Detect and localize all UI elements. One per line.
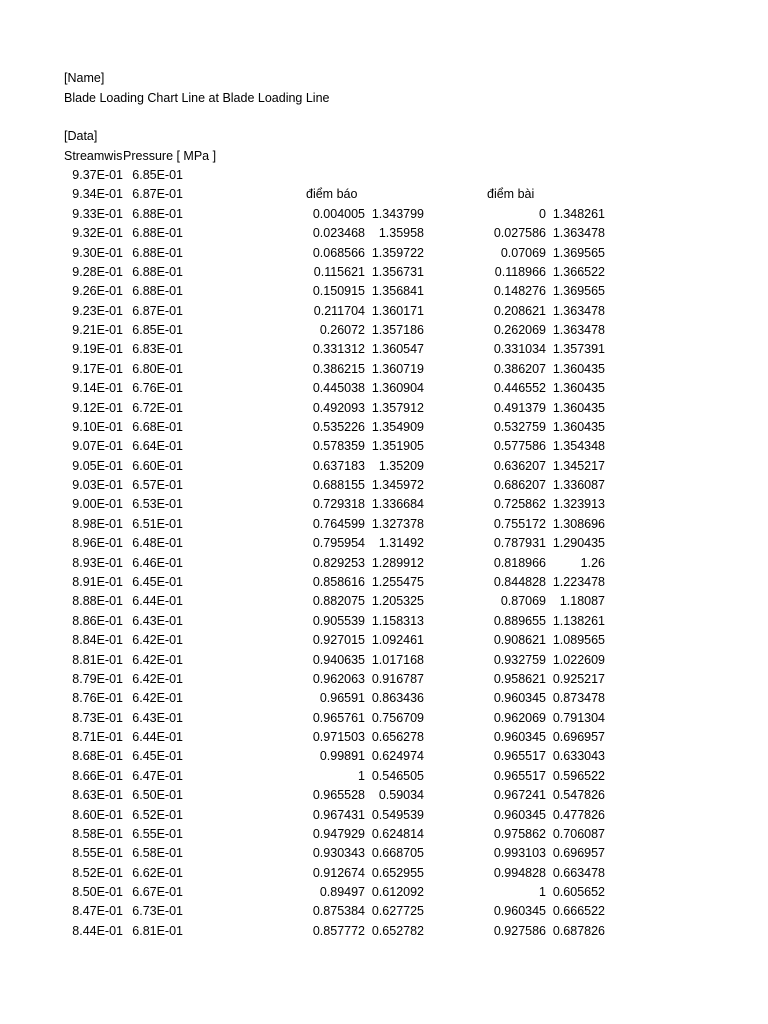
pressure-cell: 6.55E-01 — [132, 826, 183, 841]
group1-x-cell: 0.89497 — [319, 885, 365, 900]
group1-y-cell: 1.360719 — [371, 361, 424, 376]
group1-y-cell: 0.549539 — [371, 807, 424, 822]
group1-x-cell: 0.971503 — [312, 730, 365, 745]
pressure-cell: 6.73E-01 — [132, 904, 183, 919]
streamwise-cell: 8.71E-01 — [72, 730, 123, 745]
streamwise-cell: 9.07E-01 — [72, 439, 123, 454]
pressure-cell: 6.48E-01 — [132, 536, 183, 551]
pressure-cell: 6.52E-01 — [132, 807, 183, 822]
pressure-cell: 6.88E-01 — [132, 284, 183, 299]
group2-y-cell: 1.336087 — [552, 478, 605, 493]
pressure-cell: 6.67E-01 — [132, 885, 183, 900]
group2-y-cell: 1.290435 — [552, 536, 605, 551]
pressure-cell: 6.58E-01 — [132, 846, 183, 861]
group1-y-cell: 1.017168 — [371, 652, 424, 667]
group1-x-cell: 0.386215 — [312, 361, 365, 376]
pressure-cell: 6.85E-01 — [132, 168, 183, 182]
group2-y-cell: 1.022609 — [552, 652, 605, 667]
group1-y-cell: 1.092461 — [371, 633, 424, 648]
group2-y-cell: 1.26 — [580, 555, 605, 570]
streamwise-cell: 8.60E-01 — [72, 807, 123, 822]
streamwise-cell: 9.37E-01 — [72, 168, 123, 182]
group2-y-cell: 0.596522 — [552, 768, 605, 783]
group2-x-cell: 0.87069 — [500, 594, 546, 609]
streamwise-cell: 8.79E-01 — [72, 671, 123, 686]
group2-x-cell: 0.967241 — [493, 788, 546, 803]
group2-y-cell: 1.360435 — [552, 419, 605, 434]
group2-y-cell: 0.696957 — [552, 846, 605, 861]
group1-y-cell: 1.354909 — [371, 419, 424, 434]
group1-x-cell: 0.858616 — [312, 574, 365, 589]
group2-x-cell: 0.932759 — [493, 652, 546, 667]
group2-y-cell: 0.547826 — [552, 788, 605, 803]
group1-x-cell: 0.535226 — [312, 419, 365, 434]
streamwise-cell: 9.32E-01 — [72, 226, 123, 241]
group2-x-cell: 0.386207 — [493, 361, 546, 376]
streamwise-cell: 8.86E-01 — [72, 613, 123, 628]
group1-y-cell: 1.359722 — [371, 245, 424, 260]
group1-x-cell: 0.829253 — [312, 555, 365, 570]
group1-x-cell: 0.764599 — [312, 516, 365, 531]
pressure-cell: 6.50E-01 — [132, 788, 183, 803]
group2-x-cell: 0.491379 — [493, 400, 546, 415]
pressure-cell: 6.46E-01 — [132, 555, 183, 570]
group2-x-cell: 0.725862 — [493, 497, 546, 512]
pressure-cell: 6.60E-01 — [132, 458, 183, 473]
name-header: [Name] — [64, 71, 105, 85]
group2-x-cell: 0.148276 — [493, 284, 546, 299]
streamwise-cell: 9.17E-01 — [72, 361, 123, 376]
group2-x-cell: 0 — [539, 206, 546, 221]
column-b-header: Pressure [ MPa ] — [123, 149, 217, 163]
group2-x-cell: 0.965517 — [493, 768, 546, 783]
group2-y-cell: 1.357391 — [552, 342, 605, 357]
group1-y-cell: 0.612092 — [371, 885, 424, 900]
group1-x-cell: 0.729318 — [312, 497, 365, 512]
pressure-cell: 6.45E-01 — [132, 574, 183, 589]
group2-y-cell: 1.366522 — [552, 264, 605, 279]
group1-x-cell: 0.96591 — [319, 691, 365, 706]
group2-y-cell: 0.696957 — [552, 730, 605, 745]
group1-x-cell: 0.637183 — [312, 458, 365, 473]
group1-x-cell: 0.023468 — [312, 226, 365, 241]
group1-x-cell: 0.068566 — [312, 245, 365, 260]
pressure-cell: 6.76E-01 — [132, 381, 183, 396]
streamwise-cell: 8.73E-01 — [72, 710, 123, 725]
group1-y-cell: 1.289912 — [371, 555, 424, 570]
group2-x-cell: 0.027586 — [493, 226, 546, 241]
pressure-cell: 6.88E-01 — [132, 245, 183, 260]
group2-x-cell: 1 — [539, 885, 546, 900]
group1-y-cell: 1.357186 — [371, 323, 424, 338]
streamwise-cell: 9.34E-01 — [72, 187, 123, 202]
group1-x-cell: 0.150915 — [312, 284, 365, 299]
group2-x-cell: 0.446552 — [493, 381, 546, 396]
streamwise-cell: 8.98E-01 — [72, 516, 123, 531]
pressure-cell: 6.87E-01 — [132, 187, 183, 202]
pressure-cell: 6.83E-01 — [132, 342, 183, 357]
group2-x-cell: 0.960345 — [493, 691, 546, 706]
group1-y-cell: 0.624974 — [371, 749, 424, 764]
group2-y-cell: 0.633043 — [552, 749, 605, 764]
group2-y-cell: 1.323913 — [552, 497, 605, 512]
group2-x-cell: 0.908621 — [493, 633, 546, 648]
streamwise-cell: 8.68E-01 — [72, 749, 123, 764]
group1-x-cell: 0.26072 — [319, 323, 365, 338]
pressure-cell: 6.43E-01 — [132, 613, 183, 628]
group1-y-cell: 1.360171 — [371, 303, 424, 318]
group1-x-cell: 0.492093 — [312, 400, 365, 415]
group1-x-cell: 0.930343 — [312, 846, 365, 861]
pressure-cell: 6.81E-01 — [132, 923, 183, 938]
streamwise-cell: 8.84E-01 — [72, 633, 123, 648]
group2-x-cell: 0.577586 — [493, 439, 546, 454]
pressure-cell: 6.51E-01 — [132, 516, 183, 531]
group2-y-cell: 1.345217 — [552, 458, 605, 473]
group1-x-cell: 0.331312 — [312, 342, 365, 357]
group2-y-cell: 1.369565 — [552, 284, 605, 299]
pressure-cell: 6.62E-01 — [132, 865, 183, 880]
group2-x-cell: 0.962069 — [493, 710, 546, 725]
group2-x-cell: 0.07069 — [500, 245, 546, 260]
group2-y-cell: 1.363478 — [552, 303, 605, 318]
streamwise-cell: 9.23E-01 — [72, 303, 123, 318]
pressure-cell: 6.42E-01 — [132, 652, 183, 667]
streamwise-cell: 8.50E-01 — [72, 885, 123, 900]
group1-x-cell: 0.857772 — [312, 923, 365, 938]
group1-x-cell: 0.947929 — [312, 826, 365, 841]
group1-y-cell: 1.35209 — [378, 458, 424, 473]
pressure-cell: 6.42E-01 — [132, 633, 183, 648]
streamwise-cell: 8.44E-01 — [72, 923, 123, 938]
group2-y-cell: 0.666522 — [552, 904, 605, 919]
group1-x-cell: 0.965761 — [312, 710, 365, 725]
group2-x-cell: 0.994828 — [493, 865, 546, 880]
pressure-cell: 6.88E-01 — [132, 206, 183, 221]
group2-y-cell: 1.223478 — [552, 574, 605, 589]
streamwise-cell: 8.58E-01 — [72, 826, 123, 841]
streamwise-cell: 8.76E-01 — [72, 691, 123, 706]
group1-x-cell: 0.882075 — [312, 594, 365, 609]
group1-x-cell: 0.912674 — [312, 865, 365, 880]
group1-y-cell: 1.351905 — [371, 439, 424, 454]
streamwise-cell: 9.10E-01 — [72, 419, 123, 434]
group1-y-cell: 1.327378 — [371, 516, 424, 531]
group2-y-cell: 1.363478 — [552, 226, 605, 241]
group1-x-cell: 0.875384 — [312, 904, 365, 919]
group1-y-cell: 0.59034 — [378, 788, 424, 803]
group2-y-cell: 0.687826 — [552, 923, 605, 938]
group1-y-cell: 0.627725 — [371, 904, 424, 919]
pressure-cell: 6.57E-01 — [132, 478, 183, 493]
data-header: [Data] — [64, 129, 98, 143]
group2-x-cell: 0.965517 — [493, 749, 546, 764]
group2-y-cell: 1.360435 — [552, 381, 605, 396]
group2-header: điểm bài — [487, 187, 535, 201]
group2-y-cell: 0.477826 — [552, 807, 605, 822]
group1-x-cell: 0.927015 — [312, 633, 365, 648]
group1-y-cell: 1.357912 — [371, 400, 424, 415]
group1-x-cell: 0.578359 — [312, 439, 365, 454]
pressure-cell: 6.64E-01 — [132, 439, 183, 454]
pressure-cell: 6.53E-01 — [132, 497, 183, 512]
group1-header: điểm báo — [306, 187, 358, 201]
pressure-cell: 6.44E-01 — [132, 730, 183, 745]
group2-x-cell: 0.118966 — [494, 264, 546, 279]
group2-y-cell: 1.369565 — [552, 245, 605, 260]
group1-x-cell: 0.962063 — [312, 671, 365, 686]
group2-y-cell: 0.605652 — [552, 885, 605, 900]
group1-x-cell: 0.99891 — [319, 749, 365, 764]
page-title: Blade Loading Chart Line at Blade Loading Line — [64, 91, 330, 105]
pressure-cell: 6.88E-01 — [132, 264, 183, 279]
streamwise-cell: 8.91E-01 — [72, 574, 123, 589]
group1-x-cell: 0.965528 — [312, 788, 365, 803]
group1-y-cell: 0.656278 — [371, 730, 424, 745]
group2-y-cell: 1.308696 — [552, 516, 605, 531]
streamwise-cell: 9.14E-01 — [72, 381, 123, 396]
streamwise-cell: 8.93E-01 — [72, 555, 123, 570]
streamwise-cell: 8.96E-01 — [72, 536, 123, 551]
group1-y-cell: 1.360904 — [371, 381, 424, 396]
streamwise-cell: 8.63E-01 — [72, 788, 123, 803]
pressure-cell: 6.80E-01 — [132, 361, 183, 376]
column-a-header: Streamwis — [64, 149, 123, 163]
streamwise-cell: 9.30E-01 — [72, 245, 123, 260]
group1-x-cell: 0.688155 — [312, 478, 365, 493]
group1-y-cell: 0.624814 — [371, 826, 424, 841]
group2-x-cell: 0.208621 — [493, 303, 546, 318]
group2-x-cell: 0.787931 — [493, 536, 546, 551]
group1-y-cell: 1.360547 — [371, 342, 424, 357]
group2-x-cell: 0.958621 — [493, 671, 546, 686]
pressure-cell: 6.72E-01 — [132, 400, 183, 415]
group1-y-cell: 1.343799 — [371, 206, 424, 221]
pressure-cell: 6.42E-01 — [132, 691, 183, 706]
group2-x-cell: 0.262069 — [493, 323, 546, 338]
streamwise-cell: 9.19E-01 — [72, 342, 123, 357]
group2-y-cell: 0.791304 — [552, 710, 605, 725]
streamwise-cell: 9.33E-01 — [72, 206, 123, 221]
group1-x-cell: 0.115621 — [313, 264, 365, 279]
group2-y-cell: 1.138261 — [552, 613, 605, 628]
group2-x-cell: 0.960345 — [493, 807, 546, 822]
group1-x-cell: 0.795954 — [312, 536, 365, 551]
streamwise-cell: 9.05E-01 — [72, 458, 123, 473]
group1-y-cell: 0.652782 — [371, 923, 424, 938]
group2-x-cell: 0.889655 — [493, 613, 546, 628]
streamwise-cell: 9.26E-01 — [72, 284, 123, 299]
group2-y-cell: 0.873478 — [552, 691, 605, 706]
group1-y-cell: 1.158313 — [371, 613, 424, 628]
streamwise-cell: 8.47E-01 — [72, 904, 123, 919]
group2-x-cell: 0.818966 — [493, 555, 546, 570]
group1-y-cell: 0.652955 — [371, 865, 424, 880]
group2-x-cell: 0.844828 — [493, 574, 546, 589]
group1-y-cell: 0.756709 — [371, 710, 424, 725]
group1-y-cell: 0.916787 — [371, 671, 424, 686]
group2-x-cell: 0.960345 — [493, 904, 546, 919]
group2-x-cell: 0.975862 — [493, 826, 546, 841]
streamwise-cell: 8.81E-01 — [72, 652, 123, 667]
group2-y-cell: 1.089565 — [552, 633, 605, 648]
streamwise-cell: 8.52E-01 — [72, 865, 123, 880]
pressure-cell: 6.47E-01 — [132, 768, 183, 783]
group2-x-cell: 0.636207 — [493, 458, 546, 473]
group1-x-cell: 0.004005 — [312, 206, 365, 221]
pressure-cell: 6.43E-01 — [132, 710, 183, 725]
group1-y-cell: 1.345972 — [371, 478, 424, 493]
group2-y-cell: 0.925217 — [552, 671, 605, 686]
group2-y-cell: 1.360435 — [552, 361, 605, 376]
group1-y-cell: 0.863436 — [371, 691, 424, 706]
group1-x-cell: 0.211704 — [313, 303, 365, 318]
group2-x-cell: 0.960345 — [493, 730, 546, 745]
group1-y-cell: 1.336684 — [371, 497, 424, 512]
group2-y-cell: 1.360435 — [552, 400, 605, 415]
group2-x-cell: 0.993103 — [493, 846, 546, 861]
group2-y-cell: 1.354348 — [552, 439, 605, 454]
streamwise-cell: 8.88E-01 — [72, 594, 123, 609]
pressure-cell: 6.87E-01 — [132, 303, 183, 318]
group1-y-cell: 1.356731 — [371, 264, 424, 279]
group2-x-cell: 0.331034 — [493, 342, 546, 357]
group1-x-cell: 0.940635 — [312, 652, 365, 667]
group2-x-cell: 0.532759 — [493, 419, 546, 434]
group2-x-cell: 0.686207 — [493, 478, 546, 493]
group1-y-cell: 1.35958 — [378, 226, 424, 241]
streamwise-cell: 9.03E-01 — [72, 478, 123, 493]
group2-y-cell: 0.663478 — [552, 865, 605, 880]
group2-y-cell: 1.363478 — [552, 323, 605, 338]
group2-y-cell: 1.348261 — [552, 206, 605, 221]
streamwise-cell: 9.28E-01 — [72, 264, 123, 279]
group2-x-cell: 0.927586 — [493, 923, 546, 938]
pressure-cell: 6.45E-01 — [132, 749, 183, 764]
group1-x-cell: 0.445038 — [312, 381, 365, 396]
streamwise-cell: 8.55E-01 — [72, 846, 123, 861]
pressure-cell: 6.44E-01 — [132, 594, 183, 609]
streamwise-cell: 8.66E-01 — [72, 768, 123, 783]
streamwise-cell: 9.21E-01 — [72, 323, 123, 338]
pressure-cell: 6.88E-01 — [132, 226, 183, 241]
group1-x-cell: 0.905539 — [312, 613, 365, 628]
streamwise-cell: 9.12E-01 — [72, 400, 123, 415]
group2-x-cell: 0.755172 — [493, 516, 546, 531]
group1-y-cell: 1.255475 — [371, 574, 424, 589]
group1-y-cell: 0.546505 — [371, 768, 424, 783]
group1-y-cell: 1.205325 — [371, 594, 424, 609]
group2-y-cell: 0.706087 — [552, 826, 605, 841]
pressure-cell: 6.85E-01 — [132, 323, 183, 338]
group1-y-cell: 1.356841 — [371, 284, 424, 299]
group2-y-cell: 1.18087 — [559, 594, 605, 609]
group1-y-cell: 1.31492 — [378, 536, 424, 551]
pressure-cell: 6.68E-01 — [132, 419, 183, 434]
pressure-cell: 6.42E-01 — [132, 671, 183, 686]
group1-y-cell: 0.668705 — [371, 846, 424, 861]
group1-x-cell: 1 — [358, 768, 365, 783]
group1-x-cell: 0.967431 — [312, 807, 365, 822]
streamwise-cell: 9.00E-01 — [72, 497, 123, 512]
